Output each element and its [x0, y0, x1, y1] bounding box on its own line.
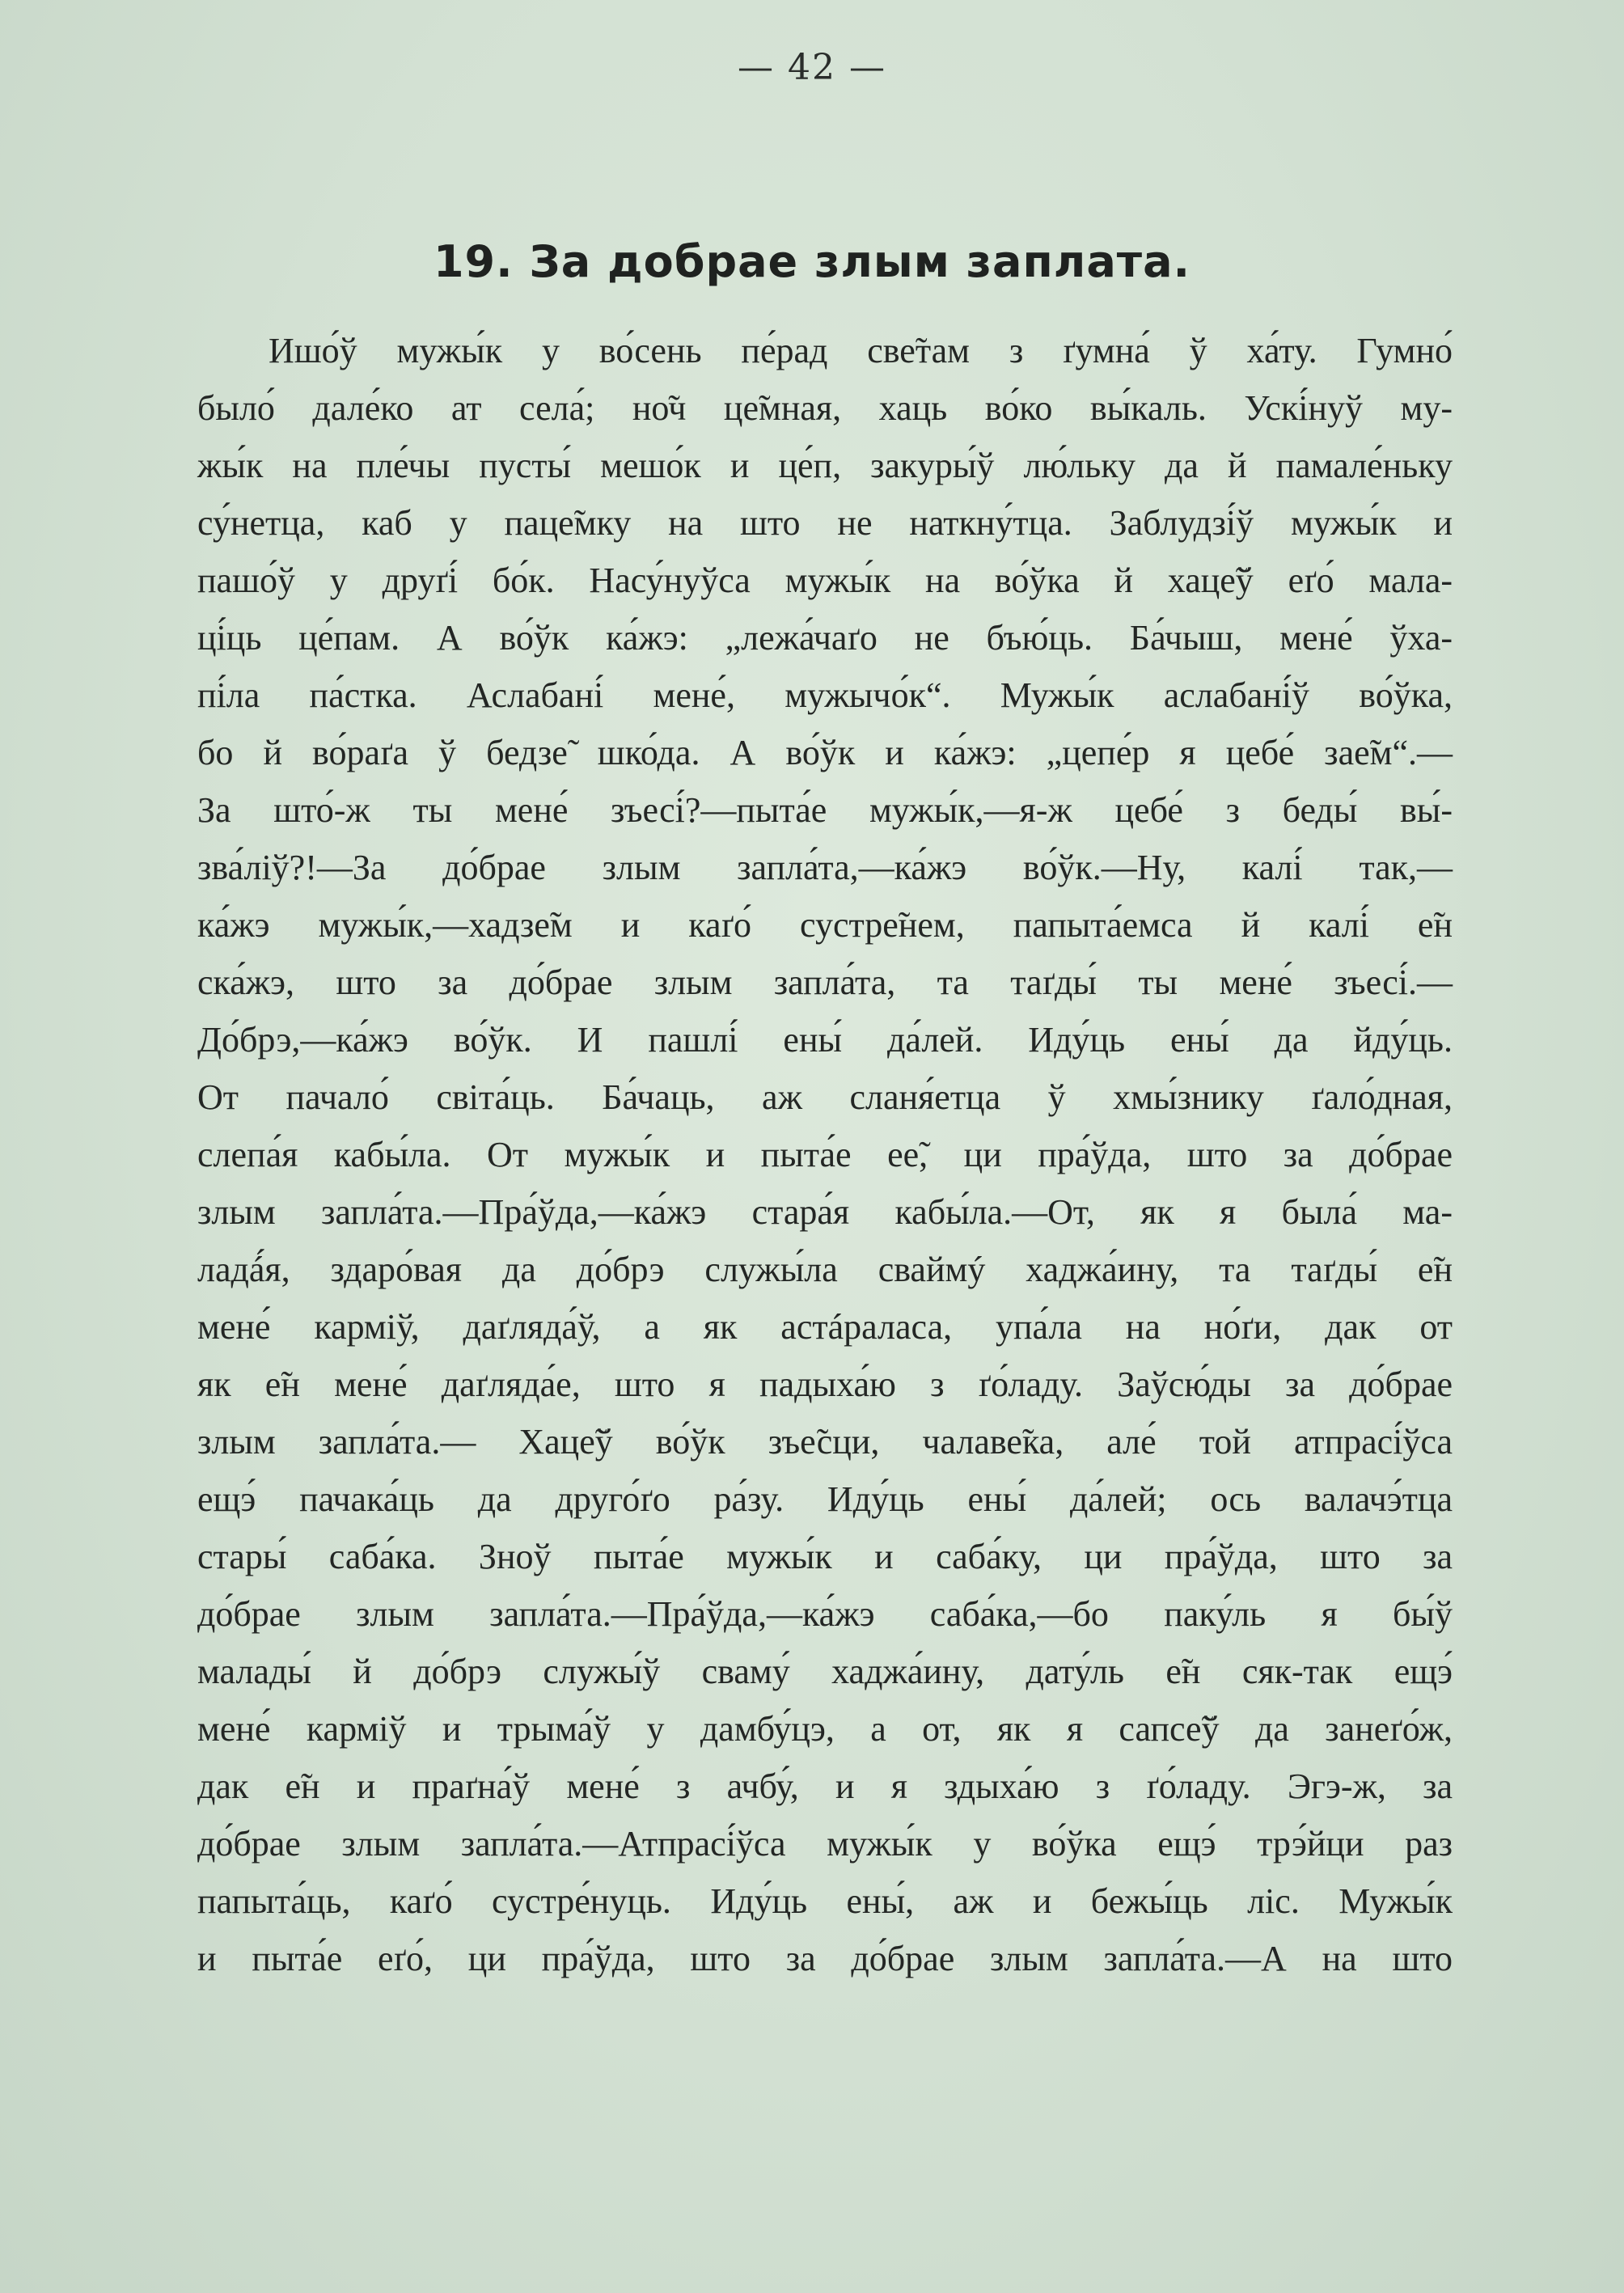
text-line: пі́ла па́стка. Аслабані́ мене́, мужычо́к“. Мужы́к аслабані́ў во́ўка,	[197, 675, 1453, 715]
text-line: пашо́ў у друґі́ бо́к. Насу́нуўса мужы́к на во́ўка й хаце̃ў еґо́ мала-	[197, 561, 1453, 600]
text-line: жы́к на пле́чы пусты́ мешо́к и це́п, закуры́ў лю́льку да й памале́ньку	[197, 446, 1453, 485]
text-line: ладá́я, здаро́вая да до́брэ служы́ла сваймý хаджа́ину, та таґды́ е̃н	[197, 1250, 1453, 1289]
text-line: стары́ саба́ка. Зноў пыта́е мужы́к и саба́ку, ци пра́ўда, што за	[197, 1537, 1453, 1576]
text-line: дак е̃н и праґна́ў мене́ з ачбу́, и я здыха́ю з ґо́ладу. Эгэ-ж, за	[197, 1766, 1453, 1806]
text-line: злым запла́та.—Пра́ўда,—ка́жэ стара́я кабы́ла.—От, як я была́ ма-	[197, 1192, 1453, 1232]
story-title: 19. За добрае злым заплата.	[433, 236, 1191, 287]
text-line: бо й во́раґа ў бедзе̃ шко́да. А во́ўк и ка́жэ: „цепе́р я цебе́ зае̃м“.—	[197, 733, 1453, 772]
text-line: малады́ й до́брэ служы́ў сваму́ хаджа́ину, дату́ль е̃н сяк-так ещэ́	[197, 1652, 1453, 1691]
story-body	[197, 322, 1453, 1987]
text-line: су́нетца, каб у паце̃мку на што не наткну́тца. Заблудзі́ў мужы́к и	[197, 503, 1453, 543]
text-line: папыта́ць, каґо́ сустре́нуць. Иду́ць ены́, аж и бежы́ць ліс. Мужы́к	[197, 1881, 1453, 1921]
text-line: ка́жэ мужы́к,—хадзе̃м и каґо́ сустре̃нем, папыта́емса й калі́ е̃н	[197, 905, 1453, 945]
text-line: мене́ карміў, даґляда́ў, а як астáраласа, упа́ла на но́ґи, дак от	[197, 1307, 1453, 1347]
text-line: як е̃н мене́ даґляда́е, што я падыха́ю з ґо́ладу. Заўсю́ды за до́брае	[197, 1364, 1453, 1404]
text-line: злым запла́та.— Хаце̃ў во́ўк зъе̃сци, чалаве̃ка, але́ той атпрасі́ўса	[197, 1422, 1453, 1462]
text-line: до́брае злым запла́та.—Атпрасі́ўса мужы́к у во́ўка ещэ́ трэ́йци раз	[197, 1824, 1453, 1864]
text-line: ещэ́ пачака́ць да друго́ґо ра́зу. Иду́ць ены́ да́лей; ось валачэ́тца	[197, 1479, 1453, 1519]
text-line: ска́жэ, што за до́брае злым запла́та, та таґды́ ты мене́ зъесі́.—	[197, 962, 1453, 1002]
text-line: до́брае злым запла́та.—Пра́ўда,—ка́жэ саба́ка,—бо паку́ль я бы́ў	[197, 1594, 1453, 1634]
text-line: ці́ць це́пам. А во́ўк ка́жэ: „лежа́чаґо не бъю́ць. Ба́чыш, мене́ ўха-	[197, 618, 1453, 658]
text-line: За што́-ж ты мене́ зъесі́?—пыта́е мужы́к,—я-ж цебе́ з беды́ вы́-	[197, 790, 1453, 830]
text-line: было́ дале́ко ат села́; но̃ч це̃мная, хаць во́ко вы́каль. Ускі́нуў му-	[197, 388, 1453, 428]
text-line: До́брэ,—ка́жэ во́ўк. И пашлі́ ены́ да́лей. Иду́ць ены́ да йду́ць.	[197, 1020, 1453, 1060]
text-line: и пыта́е еґо́, ци пра́ўда, што за до́брае злым запла́та.—А на што	[197, 1939, 1453, 1978]
text-line: слепа́я кабы́ла. От мужы́к и пыта́е ее̃, ци пра́ўда, што за до́брае	[197, 1135, 1453, 1174]
text-line: Ишо́ў мужы́к у во́сень пе́рад све̃там з ґумна́ ў ха́ту. Гумно́	[269, 331, 1453, 370]
text-line: От пачало́ світа́ць. Ба́чаць, аж сланя́етца ў хмы́знику ґало́дная,	[197, 1077, 1453, 1117]
text-line: зва́ліў?!—За до́брае злым запла́та,—ка́жэ во́ўк.—Ну, калі́ так,—	[197, 848, 1453, 887]
text-line: мене́ карміў и трыма́ў у дамбу́цэ, а от, як я сапсе̃ў да занеґо́ж,	[197, 1709, 1453, 1749]
page-number: — 42 —	[738, 47, 886, 88]
